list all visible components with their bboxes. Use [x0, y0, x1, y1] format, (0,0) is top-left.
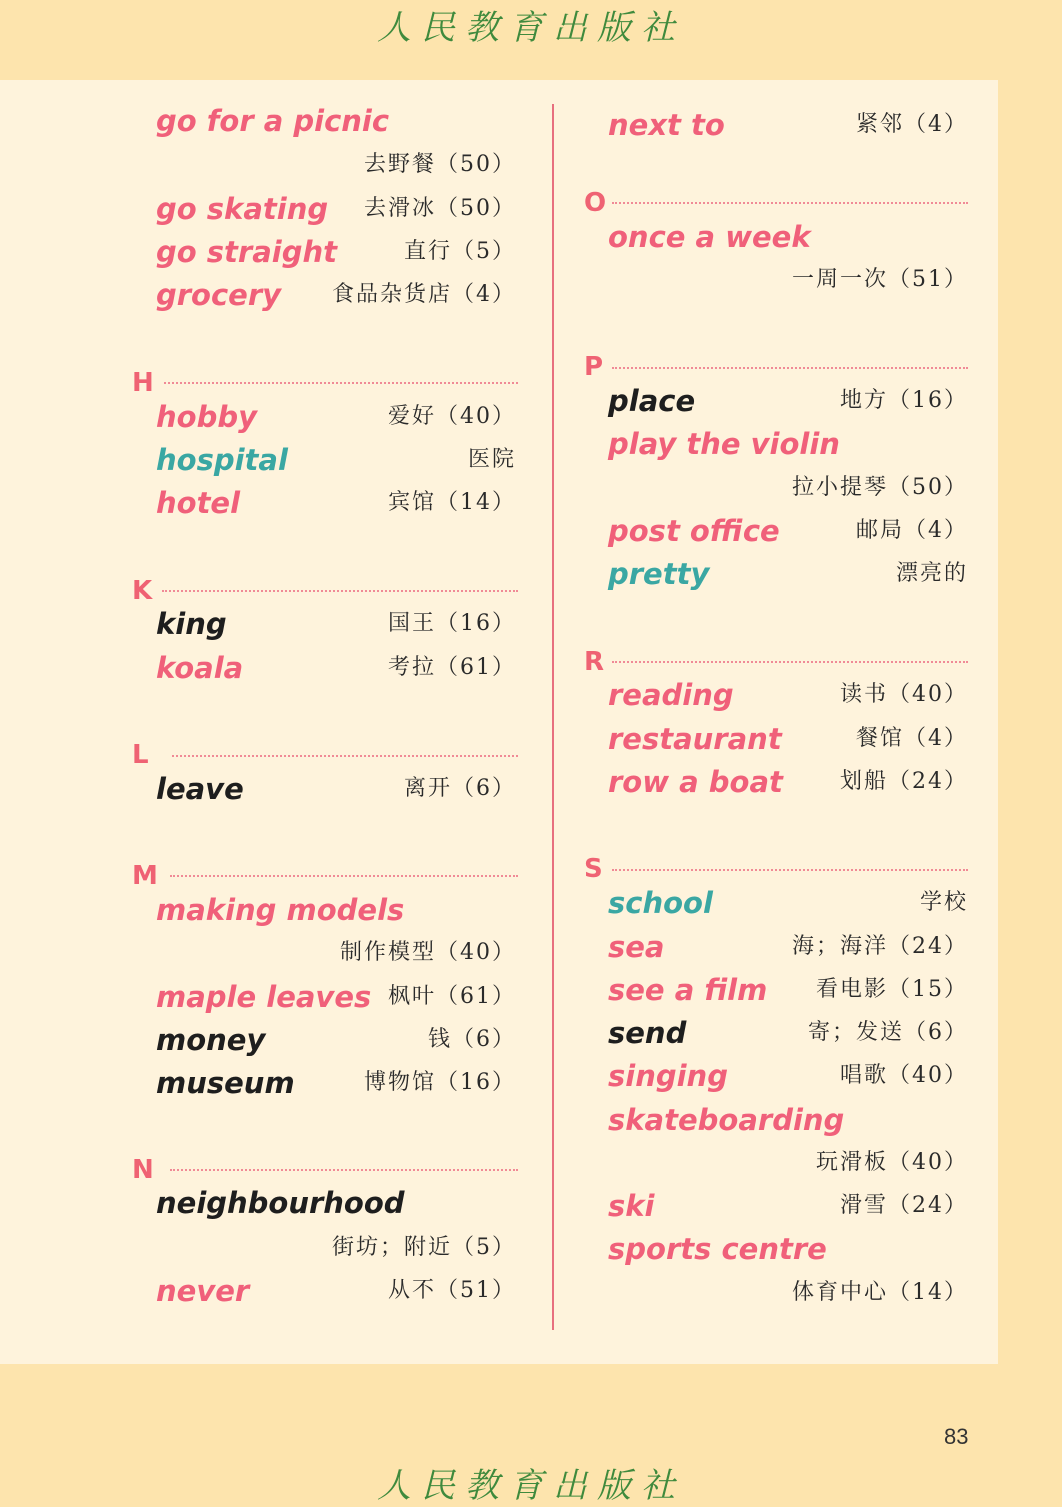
word-cn: 街坊；附近（5） [332, 1235, 516, 1260]
section-divider [612, 367, 968, 369]
word-en: next to [608, 108, 725, 142]
section-letter-o: O [584, 188, 607, 218]
word-cn: 从不（51） [388, 1278, 516, 1303]
word-en: king [156, 607, 227, 641]
word-en: play the violin [608, 427, 840, 461]
word-cn: 食品杂货店（4） [332, 282, 516, 307]
section-divider [164, 382, 518, 384]
word-cn: 划船（24） [840, 769, 968, 794]
word-en: sports centre [608, 1232, 827, 1266]
section-divider [612, 869, 968, 871]
word-en: museum [156, 1066, 295, 1100]
section-letter-p: P [584, 352, 604, 382]
word-en: neighbourhood [156, 1186, 405, 1220]
word-en: see a film [608, 973, 768, 1007]
word-en: hospital [156, 443, 288, 477]
section-letter-k: K [132, 576, 153, 606]
word-cn: 海；海洋（24） [792, 934, 968, 959]
section-divider [170, 1169, 518, 1171]
word-cn: 离开（6） [404, 776, 516, 801]
word-cn: 学校 [919, 890, 968, 915]
word-en: go straight [156, 235, 337, 269]
word-en: money [156, 1023, 266, 1057]
word-cn: 紧邻（4） [856, 112, 968, 137]
word-cn: 看电影（15） [816, 977, 968, 1002]
word-en: go for a picnic [156, 104, 390, 138]
word-cn: 一周一次（51） [792, 267, 968, 292]
word-cn: 玩滑板（40） [816, 1150, 968, 1175]
section-letter-n: N [132, 1155, 154, 1185]
word-cn: 直行（5） [404, 239, 516, 264]
word-en: sea [608, 930, 665, 964]
word-en: making models [156, 893, 405, 927]
section-letter-m: M [132, 861, 158, 891]
word-en: row a boat [608, 765, 783, 799]
word-cn: 医院 [467, 447, 516, 472]
word-en: maple leaves [156, 980, 372, 1014]
word-en: leave [156, 772, 244, 806]
word-cn: 漂亮的 [895, 561, 968, 586]
section-divider [172, 755, 518, 757]
word-en: never [156, 1274, 250, 1308]
word-en: restaurant [608, 722, 782, 756]
word-cn: 餐馆（4） [856, 726, 968, 751]
section-divider [612, 202, 968, 204]
word-en: singing [608, 1059, 728, 1093]
word-en: koala [156, 651, 244, 685]
word-cn: 博物馆（16） [364, 1070, 516, 1095]
word-cn: 枫叶（61） [388, 984, 516, 1009]
section-letter-r: R [584, 647, 605, 677]
word-cn: 地方（16） [840, 388, 968, 413]
word-en: pretty [608, 557, 710, 591]
column-divider [552, 104, 554, 1330]
section-divider [162, 590, 518, 592]
word-en: place [608, 384, 696, 418]
word-cn: 邮局（4） [856, 518, 968, 543]
word-cn: 宾馆（14） [388, 490, 516, 515]
section-letter-h: H [132, 368, 154, 398]
word-en: reading [608, 678, 734, 712]
word-en: grocery [156, 278, 282, 312]
page-number: 83 [944, 1424, 969, 1449]
word-cn: 体育中心（14） [792, 1280, 968, 1305]
word-en: send [608, 1016, 687, 1050]
section-letter-s: S [584, 854, 603, 884]
word-en: go skating [156, 192, 329, 226]
word-en: ski [608, 1189, 655, 1223]
word-cn: 去野餐（50） [364, 152, 516, 177]
word-en: hotel [156, 486, 241, 520]
word-cn: 国王（16） [388, 611, 516, 636]
word-cn: 爱好（40） [388, 404, 516, 429]
word-cn: 制作模型（40） [340, 940, 516, 965]
word-cn: 钱（6） [428, 1027, 516, 1052]
word-cn: 读书（40） [840, 682, 968, 707]
publisher-watermark-bottom: 人民教育出版社 [377, 1466, 685, 1506]
word-cn: 寄；发送（6） [808, 1020, 968, 1045]
section-divider [612, 661, 968, 663]
word-cn: 拉小提琴（50） [792, 475, 968, 500]
word-en: post office [608, 514, 780, 548]
word-cn: 去滑冰（50） [364, 196, 516, 221]
word-en: school [608, 886, 713, 920]
word-cn: 考拉（61） [388, 655, 516, 680]
word-en: hobby [156, 400, 257, 434]
section-letter-l: L [132, 740, 149, 770]
publisher-watermark-top: 人民教育出版社 [377, 8, 685, 48]
word-cn: 滑雪（24） [840, 1193, 968, 1218]
word-cn: 唱歌（40） [840, 1063, 968, 1088]
section-divider [170, 875, 518, 877]
word-en: once a week [608, 220, 811, 254]
word-en: skateboarding [608, 1103, 845, 1137]
